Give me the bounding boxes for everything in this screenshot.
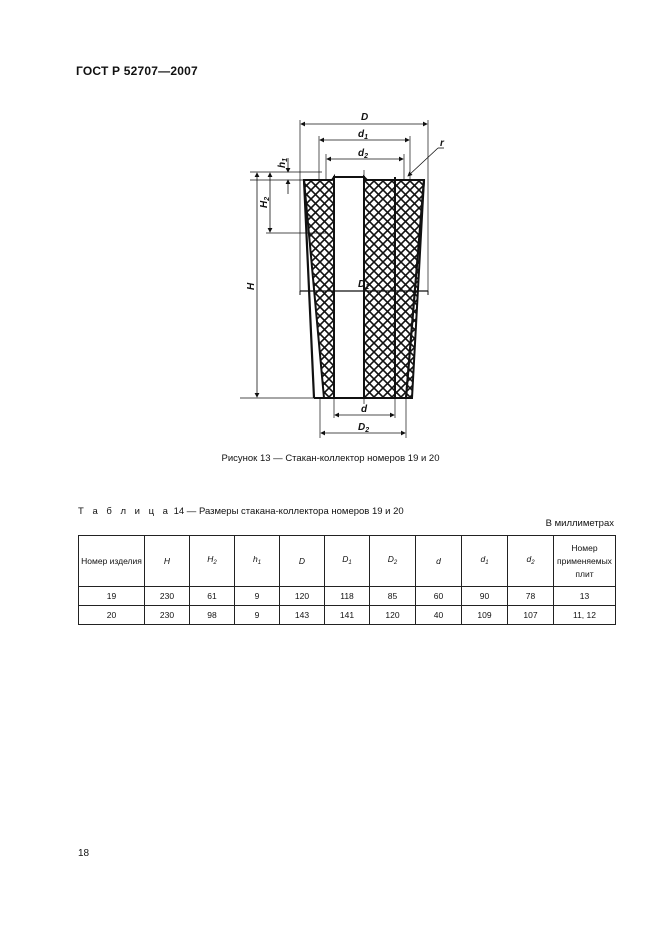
table-body xyxy=(79,587,616,625)
label-r: r xyxy=(440,138,444,149)
label-D: D xyxy=(361,112,369,123)
table-header-cell xyxy=(145,536,190,587)
table-title-text: 14 — Размеры стакана-коллектора номеров 19 и 20 xyxy=(170,506,404,517)
table-row xyxy=(79,587,616,606)
drawing-figure xyxy=(230,100,460,445)
table-header-cell xyxy=(462,536,508,587)
table-cell: 9 xyxy=(235,606,280,625)
table-cell: 118 xyxy=(325,587,370,606)
dimensions-table xyxy=(78,535,616,625)
table-cell: 11, 12 xyxy=(554,606,616,625)
table-cell: 230 xyxy=(145,587,190,606)
header-subscript: 2 xyxy=(213,559,217,566)
label-H2: $H_2$ xyxy=(259,196,271,208)
table-header-cell xyxy=(508,536,554,587)
table-header-cell: Номер применяемых плит xyxy=(554,536,616,587)
table-cell: 20 xyxy=(79,606,145,625)
table-cell: 40 xyxy=(416,606,462,625)
table-header-row xyxy=(79,536,616,587)
table-header-cell xyxy=(370,536,416,587)
table-cell: 61 xyxy=(190,587,235,606)
header-symbol: h xyxy=(252,553,258,564)
label-d2: $d_2$ xyxy=(358,148,369,160)
header-subscript: 1 xyxy=(348,559,352,566)
header-subscript: 2 xyxy=(393,559,398,566)
header-symbol: D xyxy=(298,555,306,566)
label-D1: $D_1$ xyxy=(358,279,370,291)
header-symbol: d xyxy=(480,553,486,564)
table-cell: 60 xyxy=(416,587,462,606)
table-cell: 109 xyxy=(462,606,508,625)
header-subscript: 2 xyxy=(531,559,535,566)
table-row xyxy=(79,606,616,625)
document-header: ГОСТ Р 52707—2007 xyxy=(76,64,198,78)
table-cell: 90 xyxy=(462,587,508,606)
table-cell: 120 xyxy=(370,606,416,625)
label-H: H xyxy=(246,282,257,290)
header-symbol: d xyxy=(526,553,532,564)
table-cell: 98 xyxy=(190,606,235,625)
label-D2: $D_2$ xyxy=(358,422,370,434)
table-units: В миллиметрах xyxy=(545,518,614,529)
label-d1: $d_1$ xyxy=(358,129,369,141)
table-header-cell: Номер изделия xyxy=(79,536,145,587)
table-cell: 230 xyxy=(145,606,190,625)
table-cell: 143 xyxy=(280,606,325,625)
header-symbol: D xyxy=(387,553,394,564)
label-h1: $h_1$ xyxy=(277,157,289,168)
table-title xyxy=(78,506,404,517)
table-cell: 9 xyxy=(235,587,280,606)
header-subscript: 1 xyxy=(485,559,489,566)
header-symbol: d xyxy=(436,555,441,566)
table-cell: 107 xyxy=(508,606,554,625)
table-cell: 13 xyxy=(554,587,616,606)
table-cell: 19 xyxy=(79,587,145,606)
page-number: 18 xyxy=(78,848,90,859)
table-cell: 141 xyxy=(325,606,370,625)
header-symbol: D xyxy=(342,553,349,564)
collector-cup-drawing xyxy=(230,100,460,445)
table-cell: 120 xyxy=(280,587,325,606)
table-header-cell xyxy=(235,536,280,587)
label-d: d xyxy=(361,404,368,415)
table-header-cell xyxy=(325,536,370,587)
header-symbol: H xyxy=(207,553,214,564)
header-subscript: 1 xyxy=(257,559,262,566)
table-header-cell xyxy=(416,536,462,587)
table-cell: 78 xyxy=(508,587,554,606)
table-header-cell xyxy=(190,536,235,587)
header-symbol: H xyxy=(163,555,171,566)
table-title-label: Т а б л и ц а xyxy=(78,506,171,517)
table-header-cell xyxy=(280,536,325,587)
table-cell: 85 xyxy=(370,587,416,606)
figure-caption: Рисунок 13 — Стакан-коллектор номеров 19 и 20 xyxy=(221,453,440,464)
